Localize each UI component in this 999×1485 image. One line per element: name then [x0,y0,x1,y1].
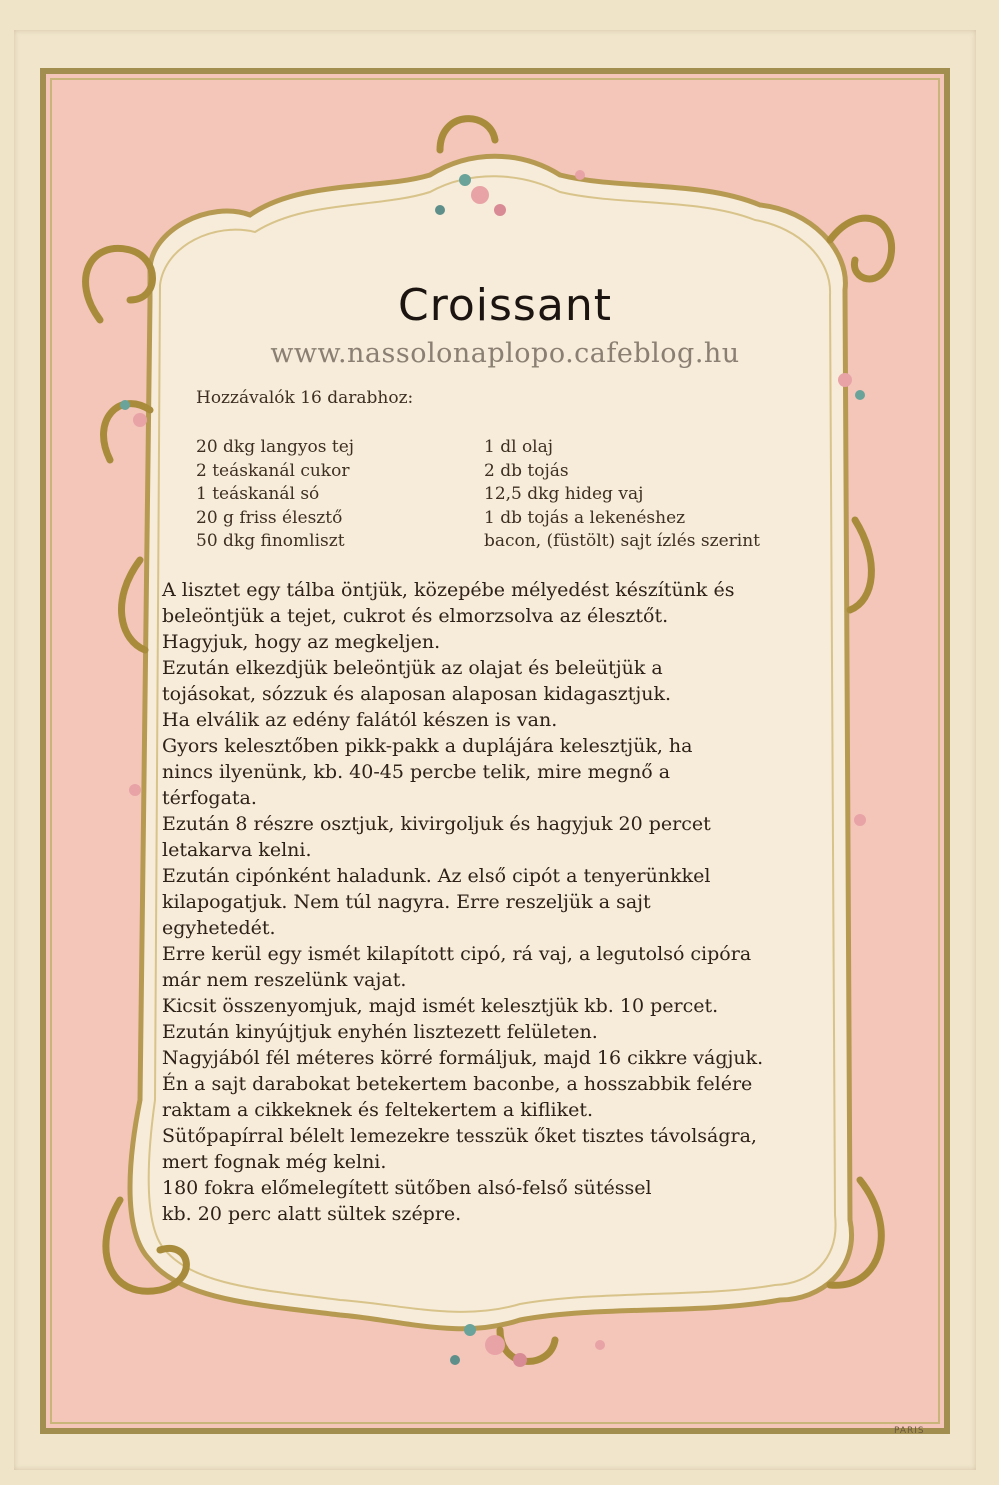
instruction-line: Kicsit összenyomjuk, majd ismét kelesztjük kb. 10 percet. [162,995,719,1017]
instruction-line: raktam a cikkeknek és feltekertem a kifliket. [162,1099,594,1121]
instruction-line: beleöntjük a tejet, cukrot és elmorzsolva az élesztőt. [162,605,669,627]
instruction-line: Hagyjuk, hogy az megkeljen. [162,631,441,653]
instruction-line: nincs ilyenünk, kb. 40-45 percbe telik, mire megnő a [162,761,671,783]
instruction-line: Ezután kinyújtjuk enyhén lisztezett felületen. [162,1021,598,1043]
instruction-line: Sütőpapírral bélelt lemezekre tesszük őket tisztes távolságra, [162,1125,757,1147]
instruction-line: Nagyjából fél méteres körré formáljuk, majd 16 cikkre vágjuk. [162,1047,764,1069]
instruction-line: Erre kerül egy ismét kilapított cipó, rá vaj, a legutolsó cipóra [162,943,752,965]
ingredients-right-column [484,436,760,554]
instruction-line: mert fognak még kelni. [162,1151,387,1173]
ingredient-item: 12,5 dkg hideg vaj [484,484,644,504]
ingredient-item: 1 dl olaj [484,437,554,457]
instruction-line: Ezután 8 részre osztjuk, kivirgoljuk és hagyjuk 20 percet [162,813,711,835]
instruction-line: Ha elválik az edény falától készen is van. [162,709,558,731]
recipe-title: Croissant [398,280,612,331]
instruction-line: egyhetedét. [162,917,276,939]
ingredient-item: bacon, (füstölt) sajt ízlés szerint [484,531,760,551]
instruction-line: tojásokat, sózzuk és alaposan alaposan kidagasztjuk. [162,683,672,705]
instruction-line: Gyors kelesztőben pikk-pakk a duplájára kelesztjük, ha [162,735,693,757]
blog-url: www.nassolonaplopo.cafeblog.hu [270,338,740,369]
instruction-line: Ezután cipónként haladunk. Az első cipót a tenyerünkkel [162,865,711,887]
ingredient-item: 2 teáskanál cukor [196,460,350,481]
printer-imprint: PARIS [894,1426,925,1436]
ingredient-item: 1 db tojás a lekenéshez [484,507,686,528]
instruction-line: Ezután elkezdjük beleöntjük az olajat és beleütjük a [162,657,663,679]
instruction-line: Én a sajt darabokat betekertem baconbe, a hosszabbik felére [162,1073,753,1095]
instructions [162,577,852,1227]
ingredient-item: 2 db tojás [484,460,569,481]
ingredient-item: 50 dkg finomliszt [196,531,345,551]
instruction-line: 180 fokra előmelegített sütőben alsó-felső sütéssel [162,1177,652,1199]
instruction-line: kilapogatjuk. Nem túl nagyra. Erre reszeljük a sajt [162,891,651,913]
instruction-line: már nem reszelünk vajat. [162,969,407,991]
ingredient-item: 20 dkg langyos tej [196,437,355,457]
instruction-line: A lisztet egy tálba öntjük, közepébe mélyedést készítünk és [162,579,735,601]
ingredients-heading: Hozzávalók 16 darabhoz: [196,388,414,408]
instruction-line: kb. 20 perc alatt sültek szépre. [162,1203,462,1225]
ingredients-left-column [196,436,354,554]
ingredient-item: 20 g friss élesztő [196,507,343,528]
ingredient-item: 1 teáskanál só [196,484,320,504]
instruction-line: térfogata. [162,787,257,809]
instruction-line: letakarva kelni. [162,839,312,861]
